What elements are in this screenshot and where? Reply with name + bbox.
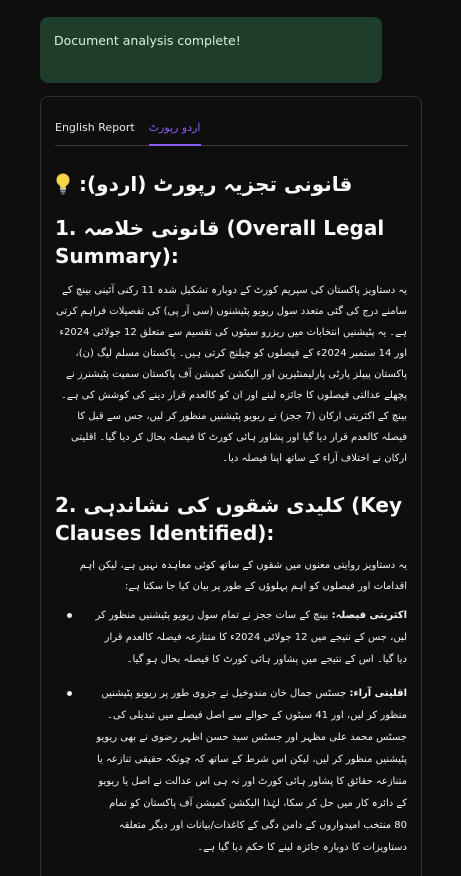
report-content: [55, 146, 407, 859]
tab-english-report[interactable]: English Report: [55, 121, 135, 134]
list-item-body: جسٹس جمال خان مندوخیل نے جزوی طور پر ریویو پٹیشنیں منظور کر لیں، اور 41 سیٹوں کے حوالے سے اصل فیصلے میں تبدیلی کی۔ جسٹس محمد علی مظہر اور جسٹس سید حسن اظہر رضوی نے بھی ریویو پٹیشنیں منظور کر لیں، لیکن اس شرط کے ساتھ کہ چونکہ حقیقی تنازعہ یا متنازعہ حقائق کا پشاور ہائی کورٹ اور نہ ہی اس عدالت نے اصل یا ریویو کے دائرہ کار میں حل کر سکا، لہٰذا الیکشن کمیشن آف پاکستان کو تمام 80 منتخب امیدواروں کے دامن دگی کے کاغذات/بیانات اور دیگر متعلقہ دستاویزات کا دوبارہ جائزہ لینے کا حکم دیا گیا ہے۔: [96, 688, 407, 853]
report-panel: [40, 96, 422, 876]
list-item: [55, 683, 407, 859]
report-title-text: قانونی تجزیہ رپورٹ (اردو):: [79, 172, 353, 196]
key-clauses-list: [55, 605, 407, 859]
list-item-label: اکثریتی فیصلہ:: [331, 610, 407, 621]
key-clauses-intro: یہ دستاویز روایتی معنوں میں شقوں کے ساتھ کوئی معاہدہ نہیں ہے، لیکن اہم اقدامات اور فیصلوں کو اہم پہلوؤں کے طور پر بیان کیا جا سکتا ہے:: [79, 560, 407, 592]
section-heading-key-clauses: 2. کلیدی شقوں کی نشاندہی (Key Clauses Identified):: [55, 493, 402, 545]
alert-message: Document analysis complete!: [54, 33, 241, 48]
bullet-icon: [67, 613, 72, 618]
success-alert: [40, 17, 382, 83]
section-heading-summary: 1. قانونی خلاصہ (Overall Legal Summary):: [55, 216, 385, 268]
summary-paragraph: یہ دستاویز پاکستان کی سپریم کورٹ کے دوبارہ تشکیل شدہ 11 رکنی آئینی بینچ کے سامنے درج کی گئی متعدد سول ریویو پٹیشنوں (سی آر پی) کی تفصیلات فراہم کرتی ہے۔ یہ پٹیشنیں انتخابات میں ریزرو سیٹوں کی تقسیم سے متعلق 12 جولائی 2024ء اور 14 ستمبر 2024ء کے فیصلوں کو چیلنج کرتی ہیں۔ پاکستان مسلم لیگ (ن)، پاکستان پیپلز پارٹی پارلیمنٹیرین اور الیکشن کمیشن آف پاکستان سمیت پٹیشنرز نے پچھلے عدالتی فیصلوں کا جائزہ لینے اور ان کو کالعدم قرار دینے کی کوشش کی ہے۔ بینچ کے اکثریتی ارکان (7 ججز) نے ریویو پٹیشنیں منظور کر لیں، جس سے قبل کا فیصلہ کالعدم قرار دیا گیا اور پشاور ہائی کورٹ کا فیصلہ بحال کر دیا گیا۔ اقلیتی ارکان نے اختلاف آراء کے ساتھ اپنا فیصلہ دیا۔: [55, 285, 407, 464]
report-tabs: [55, 97, 408, 146]
list-item-text: [95, 605, 407, 671]
report-title: [55, 168, 407, 200]
list-item-label: اقلیتی آراء:: [349, 688, 407, 699]
bullet-icon: [67, 691, 72, 696]
tab-urdu-report[interactable]: اردو رپورٹ: [149, 97, 201, 145]
list-item-body: بینچ کے سات ججز نے تمام سول ریویو پٹیشنیں منظور کر لیں، جس کے نتیجے میں 12 جولائی 2024ء کا متنازعہ فیصلہ کالعدم قرار دیا گیا۔ اس کے نتیجے میں پشاور ہائی کورٹ کا فیصلہ بحال ہو گیا۔: [95, 610, 407, 665]
list-item-text: [95, 683, 407, 859]
lightbulb-icon: [55, 173, 71, 195]
list-item: [55, 605, 407, 671]
